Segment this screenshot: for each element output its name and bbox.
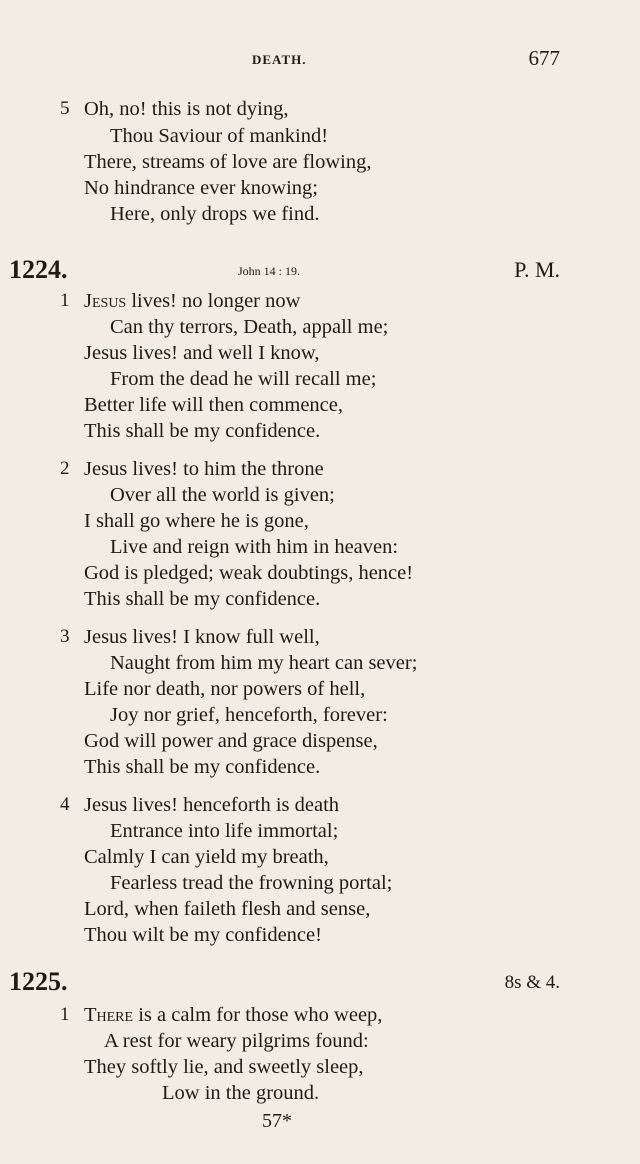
- verse-number: 5: [60, 98, 70, 119]
- scripture-reference: John 14 : 19.: [238, 264, 301, 278]
- verse-line: They softly lie, and sweetly sleep,: [84, 1056, 364, 1078]
- verse-line: Calmly I can yield my breath,: [84, 846, 329, 868]
- verse-line: Low in the ground.: [162, 1082, 320, 1104]
- verse-number: 1: [60, 1004, 70, 1025]
- verse-line: Oh, no! this is not dying,: [84, 98, 289, 120]
- verse-line: There, streams of love are flowing,: [84, 151, 372, 173]
- verse-line: Jesus lives! and well I know,: [84, 342, 320, 364]
- verse-line: Here, only drops we find.: [110, 203, 320, 225]
- hymn-number: 1224.: [9, 255, 68, 284]
- verse-first-line: Jesus lives! I know full well,: [84, 626, 320, 648]
- verse-line: From the dead he will recall me;: [110, 368, 377, 390]
- verse-line: This shall be my confidence.: [84, 756, 321, 778]
- hymn-1224-header: [0, 255, 640, 287]
- verse-number: 1: [60, 290, 70, 311]
- verse-number: 2: [60, 458, 70, 479]
- verse-line: Live and reign with him in heaven:: [110, 536, 399, 558]
- verse-number: 4: [60, 794, 70, 815]
- verse-line: This shall be my confidence.: [84, 420, 321, 442]
- verse-first-line: Jesus lives! henceforth is death: [84, 794, 340, 816]
- first-line-rest: is a calm for those who weep,: [133, 1004, 383, 1026]
- verse-first-line: Jesus lives! to him the throne: [84, 458, 324, 480]
- first-line-rest: lives! no longer now: [126, 290, 301, 312]
- hymn-number: 1225.: [9, 967, 68, 996]
- small-caps-word: Jesus: [84, 290, 127, 312]
- verse-line: God will power and grace dispense,: [84, 730, 378, 752]
- verse-line: Entrance into life immortal;: [110, 820, 339, 842]
- verse-line: Life nor death, nor powers of hell,: [84, 678, 366, 700]
- verse-line: No hindrance ever knowing;: [84, 177, 318, 199]
- verse-line: I shall go where he is gone,: [84, 510, 309, 532]
- verse-line: God is pledged; weak doubtings, hence!: [84, 562, 414, 584]
- verse-number: 3: [60, 626, 70, 647]
- verse-line: Can thy terrors, Death, appall me;: [110, 316, 389, 338]
- verse-line: Lord, when faileth flesh and sense,: [84, 898, 371, 920]
- page-number: 677: [528, 46, 560, 70]
- verse-line: This shall be my confidence.: [84, 588, 321, 610]
- section-title: DEATH.: [252, 52, 307, 67]
- hymn-1225-header: [0, 967, 640, 999]
- hymn-meter: 8s & 4.: [504, 972, 560, 993]
- verse-line: Joy nor grief, henceforth, forever:: [110, 704, 388, 726]
- verse-line: Over all the world is given;: [110, 484, 335, 506]
- verse-line: Fearless tread the frowning portal;: [110, 872, 393, 894]
- running-head: [0, 44, 640, 74]
- verse-line: Thou Saviour of mankind!: [110, 125, 329, 147]
- verse-line: Thou wilt be my confidence!: [84, 924, 322, 946]
- signature-mark: 57*: [262, 1110, 292, 1132]
- small-caps-word: There: [84, 1004, 134, 1026]
- verse-line: Naught from him my heart can sever;: [110, 652, 418, 674]
- verse-first-line: [84, 288, 300, 314]
- hymn-meter: P. M.: [514, 257, 560, 282]
- verse-first-line: [84, 1002, 382, 1028]
- verse-line: Better life will then commence,: [84, 394, 344, 416]
- verse-line: A rest for weary pilgrims found:: [104, 1030, 369, 1052]
